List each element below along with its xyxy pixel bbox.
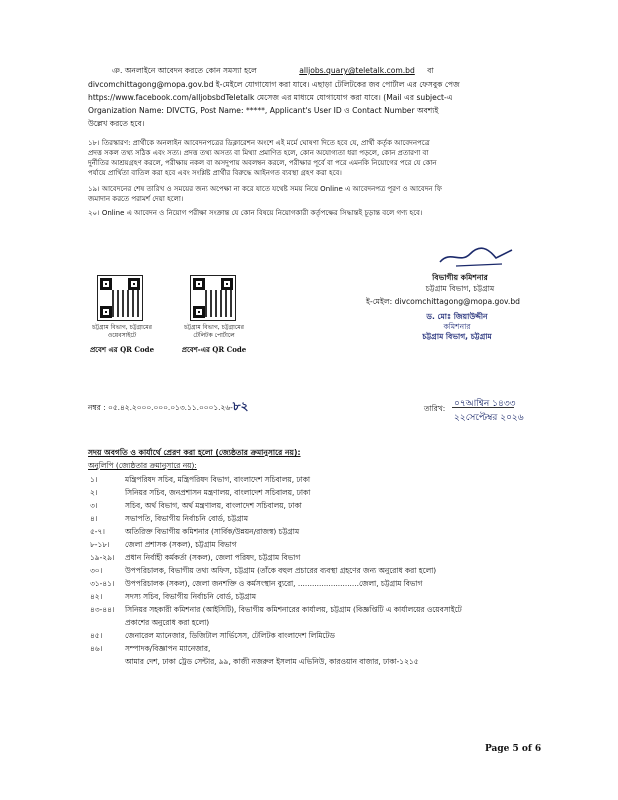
memo-number bbox=[88, 398, 248, 418]
distribution-item-text: সম্পাদক/বিজ্ঞাপন ম্যানেজার, bbox=[125, 644, 211, 653]
memo-number-text: নম্বর : ০৫.৪২.২০০০.০০০.০১৩.১১.০০০১.২৬- bbox=[88, 403, 233, 412]
distribution-item-number: ১৯-২৯। bbox=[90, 553, 115, 562]
clause-19-line: ১৯। আবেদনের শেষ তারিখ ও সময়ের জন্য অপেক্ষা না করে যাতে যথেষ্ট সময় নিয়ে Online এ আবেদনপত্র পূরণ ও আবেদন ফি bbox=[88, 185, 442, 193]
qr-caption-line: ওয়েবসাইটে bbox=[107, 332, 137, 339]
official-stamp bbox=[402, 312, 512, 342]
website-qr-label: প্রবেশ এর QR Code bbox=[89, 345, 155, 354]
distribution-item-number: ৪৬। bbox=[90, 644, 103, 653]
distribution-item-number: ২। bbox=[90, 488, 98, 497]
distribution-item-text: সিনিয়র সচিব, জনপ্রশাসন মন্ত্রণালয়, বাংলাদেশ সচিবালয়, ঢাকা bbox=[125, 488, 311, 497]
website-qr-code[interactable] bbox=[97, 275, 143, 321]
date-divider bbox=[452, 407, 514, 408]
distribution-item-number: ৪৫। bbox=[90, 631, 103, 640]
teletalk-portal-qr-code[interactable] bbox=[190, 275, 236, 321]
distribution-item-text: জেলা প্রশাসক (সকল), চট্টগ্রাম বিভাগ bbox=[125, 540, 237, 549]
contact-lead: ঞ. অনলাইনে আবেদন করতে কোন সমস্যা হলে bbox=[112, 66, 257, 75]
date-bengali: ০৭আশ্বিন ১৪৩৩ bbox=[454, 399, 516, 409]
signature-block bbox=[390, 272, 530, 294]
distribution-item-text: সচিব, অর্থ বিভাগ, অর্থ মন্ত্রণালয়, বাংলাদেশ সচিবালয়, ঢাকা bbox=[125, 501, 302, 510]
clause-18-line: ১৮। তিরস্কারণ: প্রার্থীকে অনলাইন আবেদনপত্রের ডিক্লারেশন অংশে এই মর্মে ঘোষণা দিতে হবে যে, প্রার্থী কর্তৃক আবেদনপত্রে bbox=[88, 139, 430, 147]
distribution-item-text: জেনারেল ম্যানেজার, ডিজিটাল সার্ভিসেস, টেলিটক বাংলাদেশ লিমিটেড bbox=[125, 631, 335, 640]
memo-number-handwritten: ৮২ bbox=[232, 399, 249, 413]
distribution-item-text: প্রকাশের অনুরোধ করা হলো) bbox=[125, 618, 210, 627]
distribution-item-text: সিনিয়র সহকারী কমিশনার (আইসিটি), বিভাগীয় কমিশনারের কার্যালয়, চট্টগ্রাম (বিজ্ঞপ্তিটি এ কার্যালয়ের ওয়েবসাইটে bbox=[125, 605, 462, 614]
clause-18-line: পর্যায়ে প্রার্থিতা বাতিল করা হবে এবং সংশ্লিষ্ট প্রার্থীর বিরুদ্ধে আইনগত ব্যবস্থা গ্রহণ করা হবে। bbox=[88, 169, 342, 177]
qr-caption-line: চট্টগ্রাম বিভাগ, চট্টগ্রামের bbox=[184, 324, 244, 331]
contact-line-1 bbox=[112, 66, 532, 77]
signatory-email: ই-মেইল: divcomchittagong@mopa.gov.bd bbox=[366, 297, 520, 306]
stamp-title: কমিশনার bbox=[443, 322, 471, 331]
clause-19-line: জমাদান করতে পরামর্শ দেয়া হলো। bbox=[88, 195, 184, 203]
copy-subheading: অনুলিপি (জ্যেষ্ঠতার ক্রমানুসারে নয়): bbox=[88, 461, 197, 470]
support-email-link[interactable]: alljobs.quary@teletalk.com.bd bbox=[299, 66, 415, 75]
distribution-item-number: ৩০। bbox=[90, 566, 103, 575]
distribution-item-number: ৮-১৮। bbox=[90, 540, 110, 549]
qr-caption-line: টেলিটক পোর্টালে bbox=[193, 332, 235, 339]
distribution-item-text: অতিরিক্ত বিভাগীয় কমিশনার (সার্বিক/উন্নয়ন/রাজস্ব) চট্টগ্রাম bbox=[125, 527, 300, 536]
clause-19 bbox=[88, 184, 538, 204]
contact-line-3: https://www.facebook.com/alljobsbdTeletalk মেসেজ এর মাধ্যমে যোগাযোগ করা যাবে। (Mail এর subject-এ bbox=[88, 93, 453, 102]
distribution-item-number: ৫-৭। bbox=[90, 527, 105, 536]
distribution-item-text: সভাপতি, বিভাগীয় নির্বাচনি বোর্ড, চট্টগ্রাম bbox=[125, 514, 248, 523]
distribution-item-number: ৪। bbox=[90, 514, 98, 523]
clause-18-line: দুর্নীতির আশ্রয়গ্রহণ করলে, পরীক্ষায় নকল বা অসদুপায় অবলম্বন করলে, পরীক্ষার পূর্বে বা পরে এমনকি নিয়োগের পরে যে কোন bbox=[88, 159, 437, 167]
distribution-item-number: ৪৩-৪৪। bbox=[90, 605, 115, 614]
stamp-office: চট্টগ্রাম বিভাগ, চট্টগ্রাম bbox=[422, 332, 492, 341]
distribution-item-text: সদস্য সচিব, বিভাগীয় নির্বাচনি বোর্ড, চট্টগ্রাম bbox=[125, 592, 256, 601]
distribution-list bbox=[90, 475, 530, 685]
stamp-name: ড. মোঃ জিয়াউদ্দীন bbox=[426, 312, 488, 321]
distribution-item-text: উপপরিচালক (সকল), জেলা জনশক্তি ও কর্মসংস্থান ব্যুরো, ..........................জেলা, চট্টগ্রাম বিভাগ bbox=[125, 579, 423, 588]
qr-caption-line: চট্টগ্রাম বিভাগ, চট্টগ্রামের bbox=[92, 324, 152, 331]
signatory-title: বিভাগীয় কমিশনার bbox=[432, 273, 488, 282]
distribution-heading: সদয় অবগতি ও কার্যার্থে প্রেরণ করা হলো (জ্যেষ্ঠতার ক্রমানুসারে নয়): bbox=[88, 448, 301, 457]
clause-18 bbox=[88, 138, 538, 178]
distribution-item-text: প্রধান নির্বাহী কর্মকর্তা (সকল), জেলা পরিষদ, চট্টগ্রাম বিভাগ bbox=[125, 553, 301, 562]
page-number: Page 5 of 6 bbox=[485, 744, 542, 754]
distribution-item-number: ১। bbox=[90, 475, 98, 484]
distribution-item-number: ৩। bbox=[90, 501, 98, 510]
website-qr-caption bbox=[82, 324, 162, 340]
contact-line-5: উল্লেখ করতে হবে। bbox=[88, 119, 145, 128]
distribution-item-text: মন্ত্রিপরিষদ সচিব, মন্ত্রিপরিষদ বিভাগ, বাংলাদেশ সচিবালয়, ঢাকা bbox=[125, 475, 311, 484]
signature-scribble bbox=[436, 244, 516, 270]
distribution-item-text: উপপরিচালক, বিভাগীয় তথ্য অফিস, চট্টগ্রাম (তাঁকে বহুল প্রচারের ব্যবস্থা গ্রহণের জন্য অনুরোধ করা হলো) bbox=[125, 566, 437, 575]
contact-tail: বা bbox=[427, 66, 434, 75]
teletalk-qr-label: প্রবেশ-এর QR Code bbox=[181, 345, 247, 354]
contact-line-4: Organization Name: DIVCTG, Post Name: *****, Applicant's User ID ও Contact Number অবশ্যই bbox=[88, 106, 439, 115]
date-label: তারিখ: bbox=[424, 404, 446, 413]
signatory-office: চট্টগ্রাম বিভাগ, চট্টগ্রাম bbox=[425, 284, 495, 293]
date-gregorian: ২২সেপ্টেম্বর ২০২৬ bbox=[454, 413, 524, 423]
clause-20: ২০। Online এ আবেদন ও নিয়োগ পরীক্ষা সংক্রান্ত যে কোন বিষয়ে নিয়োগকারী কর্তৃপক্ষের সিদ্ধান্তই চূড়ান্ত বলে গণ্য হবে। bbox=[88, 209, 423, 217]
contact-line-2: divcomchittagong@mopa.gov.bd ই-মেইলে যোগাযোগ করা যাবে। এছাড়া টেলিটকের জব পোর্টাল এর ফেসবুক পেজ bbox=[88, 80, 460, 89]
clause-18-line: প্রদত্ত সকল তথ্য সঠিক এবং সত্য। প্রদত্ত তথ্য অসত্য বা মিথ্যা প্রমাণিত হলে, কোন অযোগ্যতা ধরা পড়লে, কোন প্রতারণা বা bbox=[88, 149, 429, 157]
distribution-item-number: ৪২। bbox=[90, 592, 103, 601]
distribution-item-text: আমার দেশ, ঢাকা ট্রেড সেন্টার, ৯৯, কাজী নজরুল ইসলাম এভিনিউ, কারওয়ান বাজার, ঢাকা-১২১৫ bbox=[125, 657, 419, 666]
teletalk-qr-caption bbox=[174, 324, 254, 340]
distribution-item-number: ৩১-৪১। bbox=[90, 579, 115, 588]
